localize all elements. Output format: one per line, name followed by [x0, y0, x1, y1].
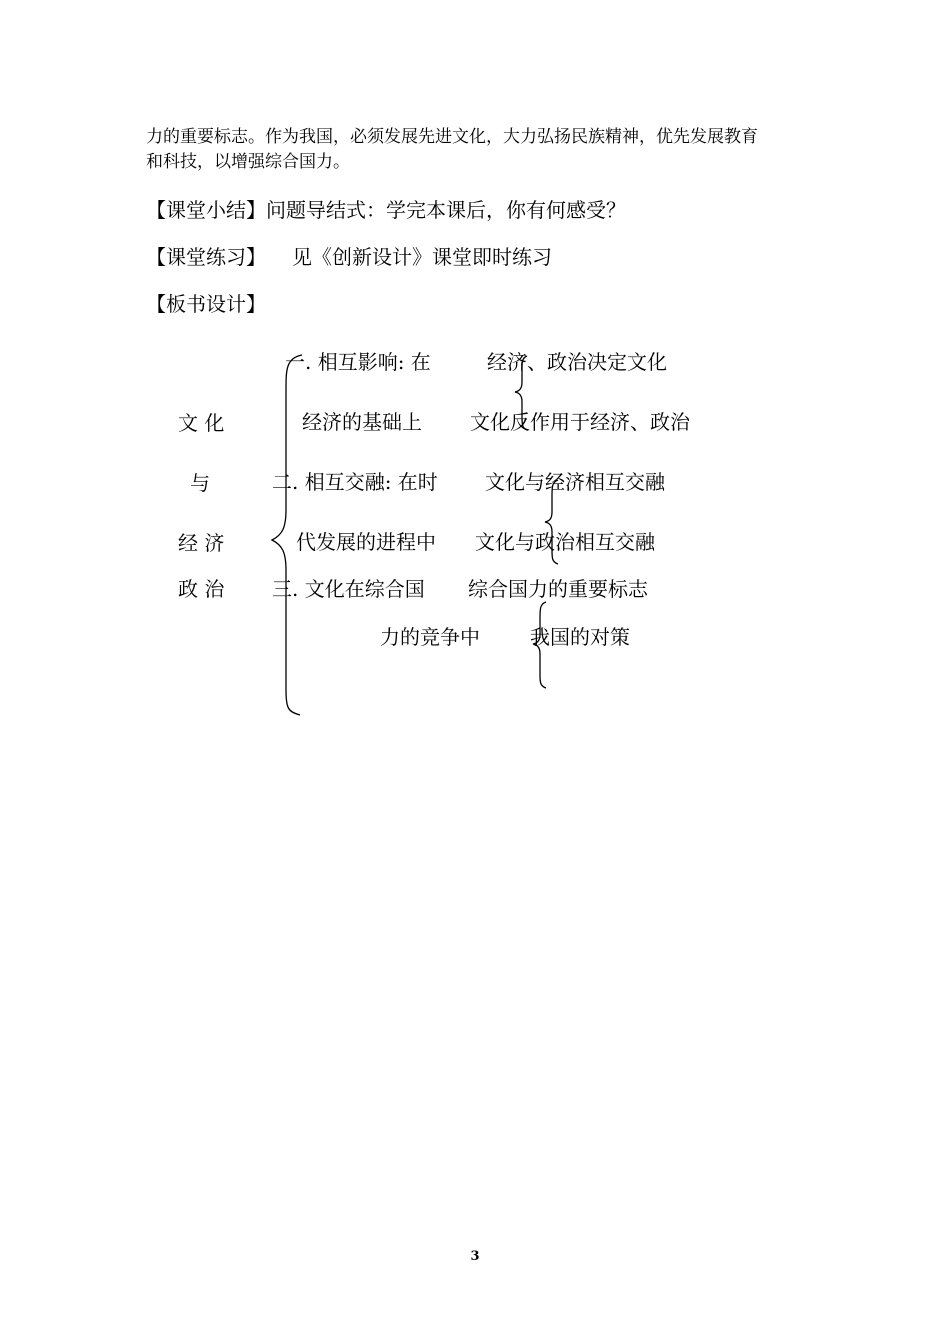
section-2-title: 二. 相互交融: 在时	[272, 470, 438, 494]
intro-line-2: 和科技，以增强综合国力。	[146, 152, 350, 172]
board-heading: 【板书设计】	[146, 292, 266, 316]
board-topic-3: 经 济	[178, 531, 225, 555]
section-2-point-1: 文化与经济相互交融	[485, 470, 665, 494]
practice-text: 见《创新设计》课堂即时练习	[292, 245, 552, 269]
section-1-title: 一. 相互影响: 在	[285, 350, 431, 374]
section-2-point-2: 文化与政治相互交融	[475, 530, 655, 554]
section-3-title: 三. 文化在综合国	[272, 577, 425, 601]
section-1-point-2: 文化反作用于经济、政治	[470, 410, 690, 434]
section-1-point-1: 经济、政治决定文化	[487, 350, 667, 374]
page-number: 3	[470, 1249, 480, 1264]
section-3-point-1: 综合国力的重要标志	[468, 577, 648, 601]
section-3-subtitle: 力的竞争中	[380, 625, 480, 649]
section-2-brace-icon	[540, 478, 562, 568]
practice-label: 【课堂练习】	[146, 245, 266, 269]
summary-section	[146, 196, 626, 224]
section-1-brace-icon	[510, 354, 530, 434]
section-1-subtitle: 经济的基础上	[302, 410, 422, 434]
board-topic-1: 文 化	[178, 411, 225, 435]
section-2-subtitle: 代发展的进程中	[296, 530, 436, 554]
summary-label: 【课堂小结】	[146, 198, 266, 222]
practice-section	[146, 243, 552, 271]
summary-text: 问题导结式：学完本课后，你有何感受？	[266, 198, 626, 222]
intro-line-1: 力的重要标志。作为我国，必须发展先进文化，大力弘扬民族精神，优先发展教育	[146, 127, 758, 147]
board-topic-2: 与	[190, 471, 210, 495]
section-3-point-2: 我国的对策	[530, 625, 630, 649]
section-3-brace-icon	[528, 600, 550, 692]
board-topic-4: 政 治	[178, 577, 225, 601]
